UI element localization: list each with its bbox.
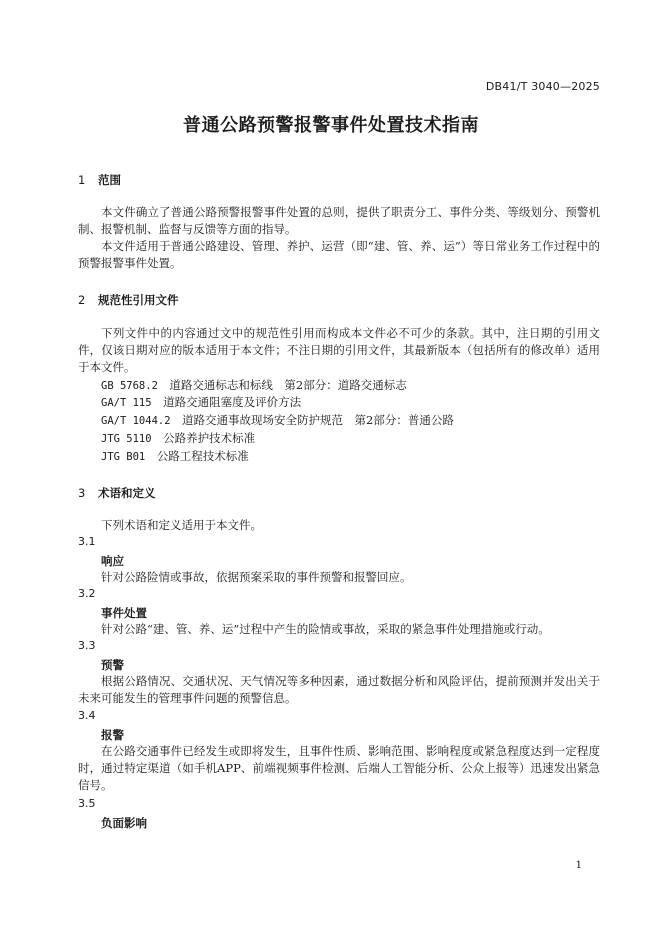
section-heading-scope xyxy=(78,172,121,188)
section-number: 1 xyxy=(78,173,86,187)
reference-item xyxy=(101,377,407,393)
paragraph: 本文件确立了普通公路预警报警事件处置的总则，提供了职责分工、事件分类、等级划分、预警机制、报警机制、监督与反馈等方面的指导。 xyxy=(78,205,600,236)
reference-title: 公路养护技术标准 xyxy=(163,431,256,445)
term-number: 3.2 xyxy=(78,587,96,600)
reference-code: JTG B01 xyxy=(101,451,146,463)
section-title: 规范性引用文件 xyxy=(98,293,179,307)
reference-code: GA/T 1044.2 xyxy=(101,415,171,427)
section-number: 2 xyxy=(78,293,86,307)
term-name: 报警 xyxy=(101,728,124,742)
section-title: 范围 xyxy=(98,173,121,187)
term-name: 事件处置 xyxy=(101,606,147,620)
reference-item xyxy=(101,448,249,464)
page-number: 1 xyxy=(575,860,582,871)
term-definition: 根据公路情况、交通状况、天气情况等多种因素，通过数据分析和风险评估，提前预测并发出关于未来可能发生的管理事件问题的预警信息。 xyxy=(78,674,600,705)
term-number: 3.1 xyxy=(78,535,96,548)
reference-item xyxy=(101,394,301,410)
reference-title: 公路工程技术标准 xyxy=(156,449,249,463)
term-number: 3.4 xyxy=(78,709,96,722)
term-definition: 针对公路险情或事故，依据预案采取的事件预警和报警回应。 xyxy=(101,570,412,584)
reference-item xyxy=(101,430,255,446)
reference-title: 道路交通标志和标线 第2部分：道路交通标志 xyxy=(169,378,407,392)
document-title: 普通公路预警报警事件处置技术指南 xyxy=(183,115,479,136)
reference-code: GB 5768.2 xyxy=(101,380,158,392)
term-name: 负面影响 xyxy=(101,816,147,830)
term-name: 预警 xyxy=(101,658,124,672)
reference-title: 道路交通阻塞度及评价方法 xyxy=(163,395,302,409)
term-definition: 在公路交通事件已经发生或即将发生，且事件性质、影响范围、影响程度或紧急程度达到一定程度时，通过特定渠道（如手机APP、前端视频事件检测、后端人工智能分析、公众上报等）迅速发出紧急信号。 xyxy=(78,744,600,792)
paragraph: 下列术语和定义适用于本文件。 xyxy=(101,518,262,532)
term-name: 响应 xyxy=(101,554,124,568)
reference-code: JTG 5110 xyxy=(101,433,152,445)
document-code: DB41/T 3040—2025 xyxy=(485,80,600,93)
term-number: 3.5 xyxy=(78,797,96,810)
section-heading-terms-definitions xyxy=(78,485,156,501)
term-number: 3.3 xyxy=(78,639,96,652)
reference-title: 道路交通事故现场安全防护规范 第2部分：普通公路 xyxy=(182,413,454,427)
reference-item xyxy=(101,412,454,428)
paragraph: 下列文件中的内容通过文中的规范性引用而构成本文件必不可少的条款。其中，注日期的引用文件，仅该日期对应的版本适用于本文件；不注日期的引用文件，其最新版本（包括所有的修改单）适用于本文件。 xyxy=(78,326,600,374)
paragraph: 本文件适用于普通公路建设、管理、养护、运营（即“建、管、养、运”）等日常业务工作过程中的预警报警事件处置。 xyxy=(78,239,600,270)
section-heading-normative-references xyxy=(78,292,179,308)
term-definition: 针对公路“建、管、养、运”过程中产生的险情或事故，采取的紧急事件处理措施或行动。 xyxy=(101,622,550,636)
section-number: 3 xyxy=(78,486,86,500)
section-title: 术语和定义 xyxy=(98,486,156,500)
reference-code: GA/T 115 xyxy=(101,397,152,409)
